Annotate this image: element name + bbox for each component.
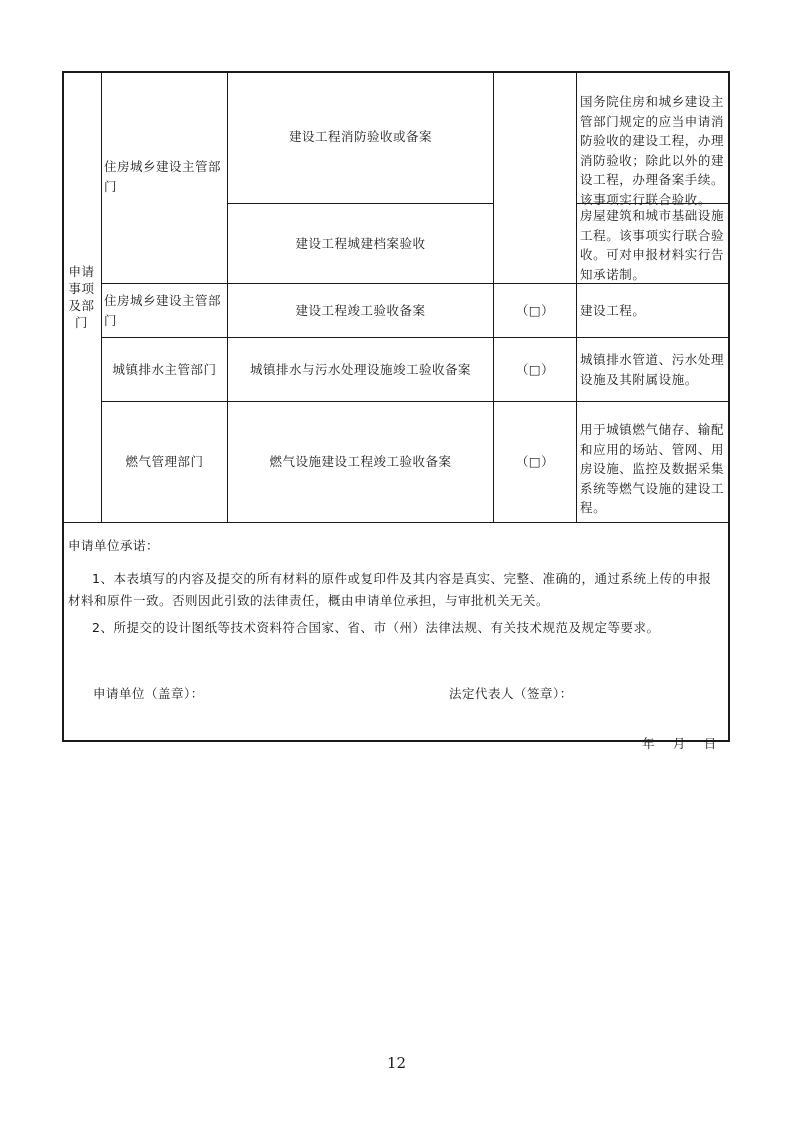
note-cell: 用于城镇燃气储存、输配和应用的场站、管网、用房设施、监控及数据采集系统等燃气设施的建设工程。 (580, 422, 725, 515)
checkbox[interactable]: （□） (515, 454, 555, 469)
commitment-paragraph: 1、本表填写的内容及提交的所有材料的原件或复印件及其内容是真实、完整、准确的，通过系统上传的申报材料和原件一致。否则因此引致的法律责任，概由申请单位承担，与审批机关无关。 (68, 571, 712, 608)
section-label: 申请事项及部门 (68, 263, 95, 330)
department-cell: 燃气管理部门 (125, 454, 204, 469)
divider (62, 522, 730, 523)
department-cell: 住房城乡建设主管部门 (104, 159, 222, 194)
checkbox[interactable]: （□） (515, 361, 555, 377)
note-cell: 城镇排水管道、污水处理设施及其附属设施。 (580, 352, 725, 387)
divider (576, 71, 577, 522)
page-number: 12 (386, 1054, 407, 1072)
commitment-paragraph: 2、所提交的设计图纸等技术资料符合国家、省、市（州）法律法规、有关技术规范及规定等要求。 (92, 620, 660, 635)
item-cell: 城镇排水与污水处理设施竣工验收备案 (249, 361, 471, 377)
note-cell: 建设工程。 (580, 302, 646, 318)
department-cell: 住房城乡建设主管部门 (104, 292, 222, 328)
item-cell: 建设工程城建档案验收 (295, 235, 426, 251)
note-cell: 国务院住房和城乡建设主管部门规定的应当申请消防验收的建设工程，办理消防验收；除此以外的建设工程，办理备案手续。该事项实行联合验收。 (580, 94, 725, 207)
date-field[interactable]: 年 月 日 (641, 736, 717, 751)
applicant-seal-label: 申请单位（盖章）： (93, 686, 204, 701)
legal-rep-sign-label: 法定代表人（签章）： (449, 686, 573, 701)
item-cell: 燃气设施建设工程竣工验收备案 (269, 454, 452, 469)
department-cell: 城镇排水主管部门 (112, 361, 217, 377)
checkbox[interactable]: （□） (515, 302, 555, 318)
note-cell: 房屋建筑和城市基础设施工程。该事项实行联合验收。可对申报材料实行告知承诺制。 (580, 208, 725, 282)
commitment-title: 申请单位承诺： (68, 538, 160, 553)
item-cell: 建设工程竣工验收备案 (295, 302, 426, 318)
item-cell: 建设工程消防验收或备案 (288, 129, 432, 144)
